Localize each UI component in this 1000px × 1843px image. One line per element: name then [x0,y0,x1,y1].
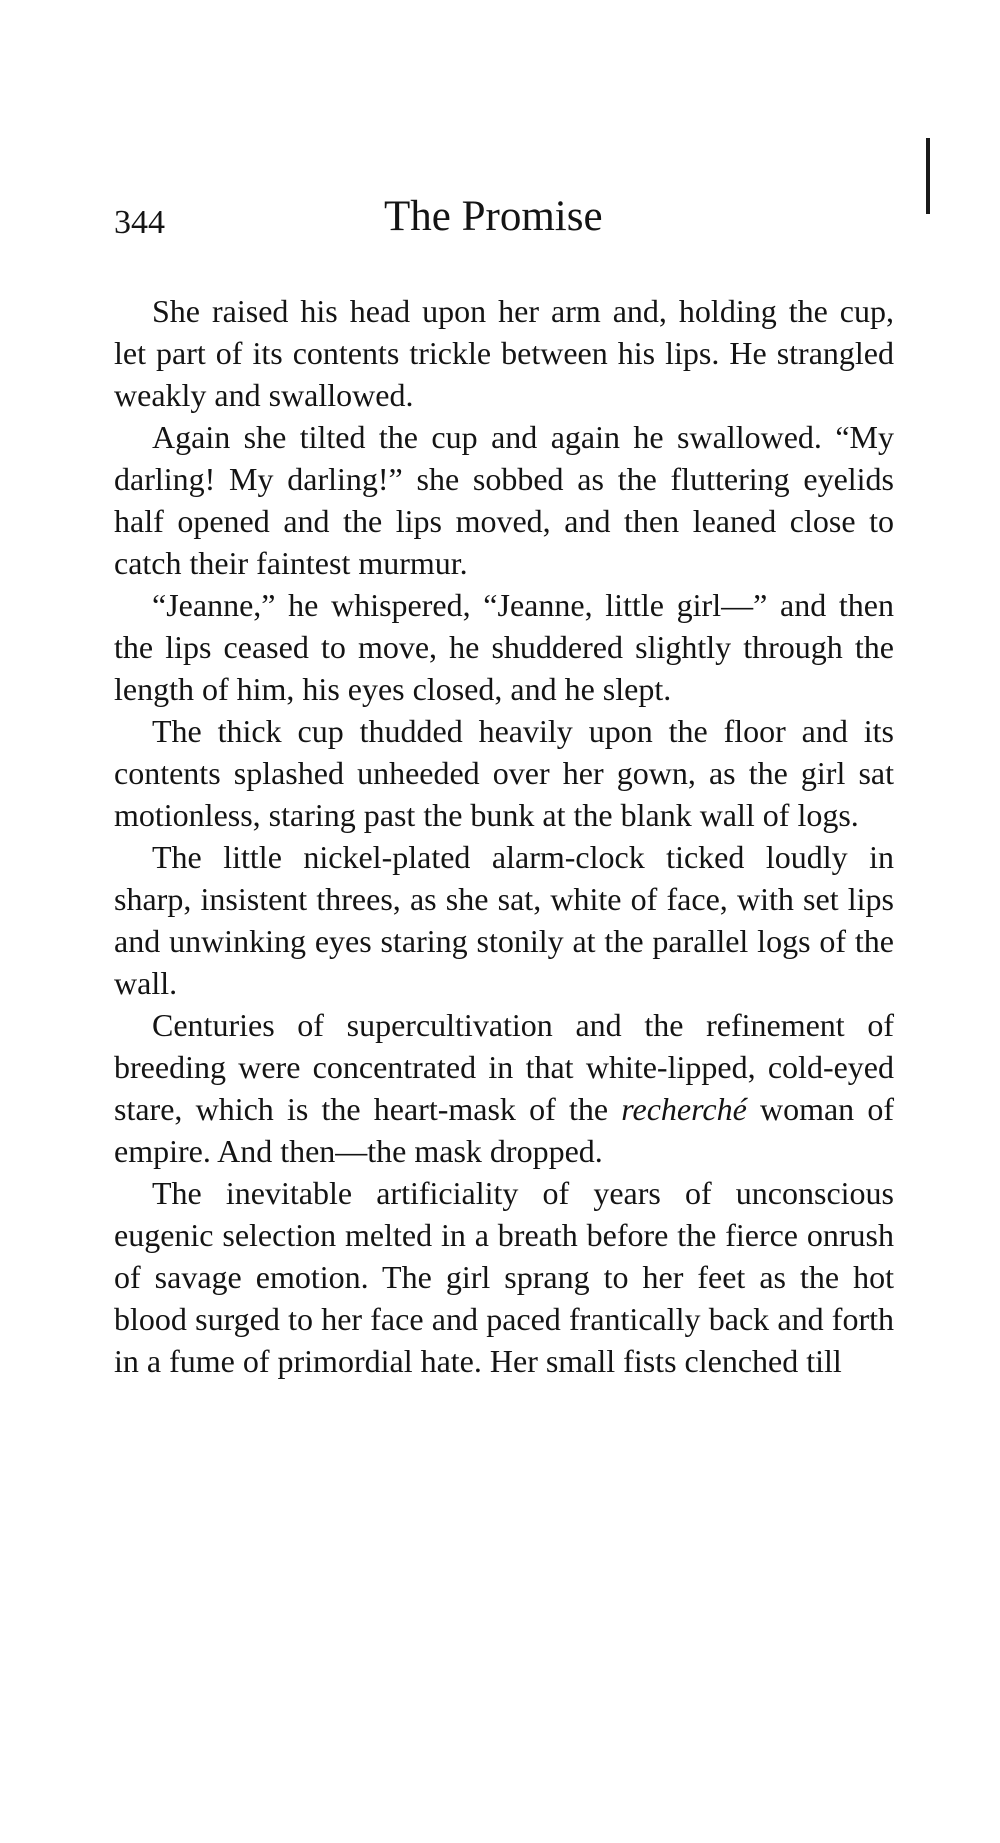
paragraph: “Jeanne,” he whispered, “Jeanne, little girl—” and then the lips ceased to move, he shuddered slightly through the length of him, his eyes closed, and he slept. [114,587,894,707]
italic-word: recherché [621,1091,747,1127]
body-text [114,290,894,1382]
paragraph: The thick cup thudded heavily upon the floor and its contents splashed unheeded over her gown, as the girl sat motionless, staring past the bunk at the blank wall of logs. [114,713,894,833]
running-title: The Promise [384,193,603,240]
page-number: 344 [114,204,165,241]
paragraph: She raised his head upon her arm and, holding the cup, let part of its contents trickle between his lips. He strangled weakly and swallowed. [114,293,894,413]
page-edge-mark [926,138,930,214]
paragraph: The inevitable artificiality of years of unconscious eugenic selection melted in a breath before the fierce onrush of savage emotion. The girl sprang to her feet as the hot blood surged to her face and paced frantically back and forth in a fume of primordial hate. Her small fists clenched till [114,1175,894,1379]
paragraph-text: woman of empire. And then—the mask dropped. [114,1091,895,1169]
paragraph-text: Centuries of supercultivation and the refinement of breeding were concentrated in that white-lipped, cold-eyed stare, which is the heart-mask of the [114,1007,894,1127]
paragraph: The little nickel-plated alarm-clock ticked loudly in sharp, insistent threes, as she sat, white of face, with set lips and unwinking eyes staring stonily at the parallel logs of the wall. [114,839,894,1001]
paragraph: Again she tilted the cup and again he swallowed. “My darling! My darling!” she sobbed as the fluttering eyelids half opened and the lips moved, and then leaned close to catch their faintest murmur. [114,419,894,581]
page-header [114,192,894,252]
paragraph [114,1004,894,1172]
